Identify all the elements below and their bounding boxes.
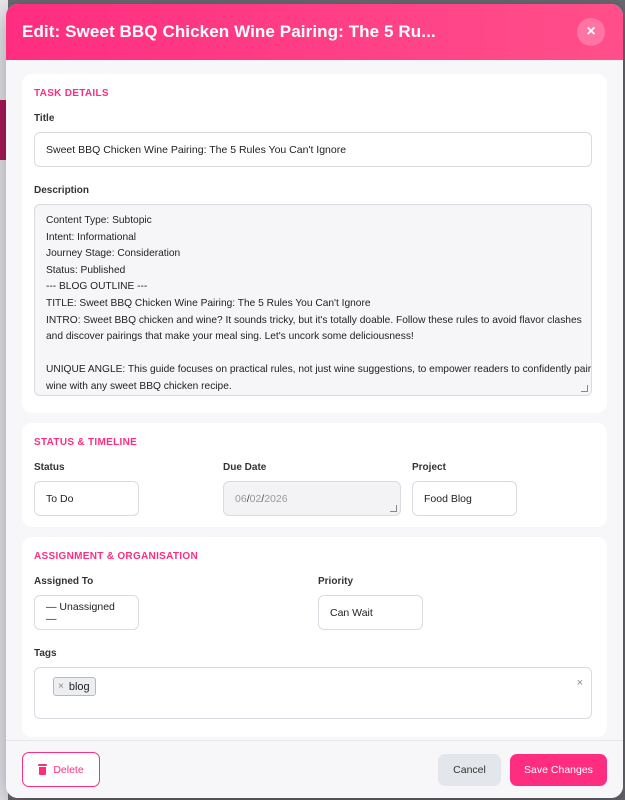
description-textarea[interactable] (34, 204, 592, 396)
cancel-label: Cancel (453, 763, 486, 776)
description-line: INTRO: Sweet BBQ chicken and wine? It sounds tricky, but it's totally doable. Follow these rules to avoid flavor clashes (46, 314, 582, 326)
priority-value: Can Wait (330, 606, 373, 619)
cancel-button[interactable] (438, 754, 501, 786)
date-separator: / (246, 492, 250, 505)
priority-label: Priority (318, 576, 354, 587)
footer-actions (438, 754, 607, 786)
title-input-value: Sweet BBQ Chicken Wine Pairing: The 5 Rules You Can't Ignore (46, 143, 347, 156)
modal-title: Edit: Sweet BBQ Chicken Wine Pairing: The 5 Ru... (22, 22, 436, 41)
assignment-card (22, 537, 607, 737)
due-date-month: 06 (235, 492, 247, 505)
modal-body (6, 60, 623, 740)
due-date-label: Due Date (223, 462, 267, 473)
status-timeline-card (22, 423, 607, 527)
tag-remove-icon[interactable]: × (58, 681, 64, 692)
due-date-day: 02 (249, 492, 262, 505)
status-value: To Do (46, 492, 74, 505)
date-separator: / (261, 492, 265, 505)
tags-input[interactable] (34, 667, 592, 719)
description-line: Intent: Informational (46, 231, 137, 243)
delete-button[interactable] (22, 752, 100, 787)
description-line: Status: Published (46, 264, 126, 276)
tag-label: blog (68, 680, 90, 693)
description-line: Journey Stage: Consideration (46, 248, 181, 260)
assigned-to-select[interactable] (34, 595, 139, 630)
description-line: and discover pairings that make your meal sing. Let's uncork some deliciousness! (46, 331, 414, 343)
modal-footer (6, 740, 623, 798)
section-title-assignment: ASSIGNMENT & ORGANISATION (34, 551, 198, 562)
description-line: Content Type: Subtopic (46, 215, 152, 226)
assigned-to-label: Assigned To (34, 576, 94, 587)
trash-icon (38, 764, 47, 775)
project-select[interactable] (412, 481, 517, 516)
description-line: TITLE: Sweet BBQ Chicken Wine Pairing: The 5 Rules You Can't Ignore (46, 297, 371, 309)
assigned-to-value: — Unassigned — (46, 600, 115, 625)
close-button[interactable] (577, 18, 605, 46)
description-line: UNIQUE ANGLE: This guide focuses on practical rules, not just wine suggestions, to empower readers to confidently pair (46, 364, 592, 376)
project-label: Project (412, 462, 446, 473)
tag-chip (53, 677, 96, 696)
delete-label: Delete (53, 763, 84, 776)
tags-label: Tags (34, 648, 57, 659)
resize-handle-icon[interactable] (581, 385, 588, 392)
status-select[interactable] (34, 481, 139, 516)
description-line (46, 346, 580, 363)
section-title-task-details: TASK DETAILS (34, 88, 109, 99)
due-date-input[interactable] (223, 481, 401, 516)
close-icon: × (586, 23, 596, 40)
clear-tags-icon[interactable]: × (576, 677, 583, 689)
priority-select[interactable] (318, 595, 423, 630)
edit-task-modal (6, 4, 623, 798)
title-label: Title (34, 113, 55, 124)
save-label: Save Changes (524, 763, 593, 776)
description-line: wine with any sweet BBQ chicken recipe. (46, 380, 232, 392)
section-title-status-timeline: STATUS & TIMELINE (34, 437, 138, 448)
due-date-year: 2026 (264, 492, 288, 505)
modal-header (6, 4, 623, 60)
description-label: Description (34, 185, 90, 196)
save-changes-button[interactable] (510, 754, 607, 786)
status-label: Status (34, 462, 65, 473)
description-line: --- BLOG OUTLINE --- (46, 281, 148, 293)
title-input[interactable] (34, 132, 592, 167)
task-details-card (22, 74, 607, 413)
resize-handle-icon (390, 505, 397, 512)
project-value: Food Blog (424, 492, 472, 505)
